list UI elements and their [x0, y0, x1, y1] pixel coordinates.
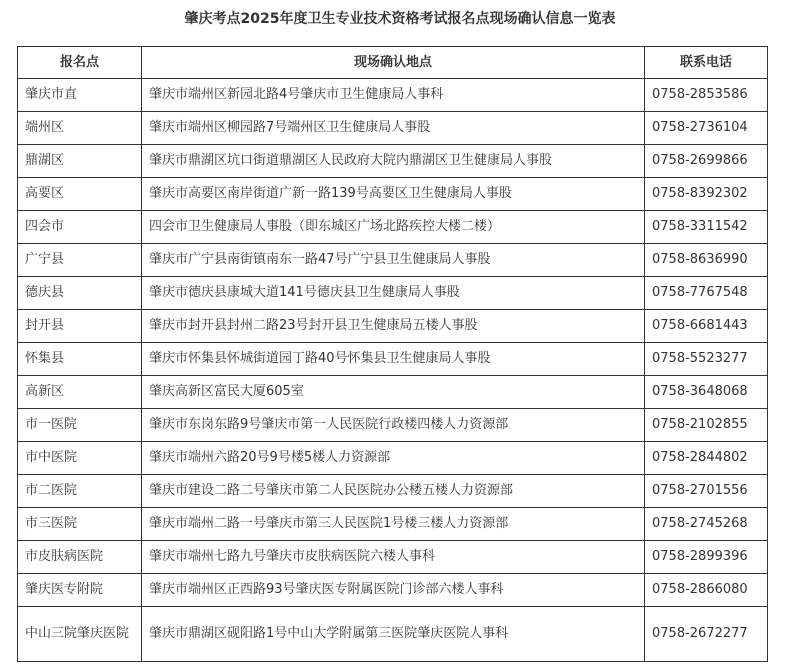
site-cell: 市一医院: [18, 409, 142, 442]
confirmation-table: [17, 46, 768, 662]
phone-cell: 0758-7767548: [645, 277, 768, 310]
address-cell: 肇庆市高要区南岸街道广新一路139号高要区卫生健康局人事股: [142, 178, 645, 211]
phone-cell: 0758-5523277: [645, 343, 768, 376]
phone-cell: 0758-2853586: [645, 79, 768, 112]
table-row: [18, 376, 768, 409]
address-cell: 肇庆市德庆县康城大道141号德庆县卫生健康局人事股: [142, 277, 645, 310]
table-row: [18, 178, 768, 211]
address-cell: 肇庆市东岗东路9号肇庆市第一人民医院行政楼四楼人力资源部: [142, 409, 645, 442]
address-cell: 肇庆市端州二路一号肇庆市第三人民医院1号楼三楼人力资源部: [142, 508, 645, 541]
address-cell: 肇庆市鼎湖区坑口街道鼎湖区人民政府大院内鼎湖区卫生健康局人事股: [142, 145, 645, 178]
phone-cell: 0758-2736104: [645, 112, 768, 145]
table-row: [18, 277, 768, 310]
phone-cell: 0758-8636990: [645, 244, 768, 277]
table-row: [18, 244, 768, 277]
table-row: [18, 442, 768, 475]
table-row: [18, 607, 768, 662]
phone-cell: 0758-2866080: [645, 574, 768, 607]
address-cell: 肇庆高新区富民大厦605室: [142, 376, 645, 409]
phone-cell: 0758-8392302: [645, 178, 768, 211]
address-cell: 肇庆市建设二路二号肇庆市第二人民医院办公楼五楼人力资源部: [142, 475, 645, 508]
site-cell: 四会市: [18, 211, 142, 244]
table-row: [18, 343, 768, 376]
phone-cell: 0758-6681443: [645, 310, 768, 343]
table-row: [18, 475, 768, 508]
table-row: [18, 508, 768, 541]
address-cell: 肇庆市端州七路九号肇庆市皮肤病医院六楼人事科: [142, 541, 645, 574]
site-cell: 市三医院: [18, 508, 142, 541]
table-row: [18, 145, 768, 178]
phone-cell: 0758-2745268: [645, 508, 768, 541]
phone-cell: 0758-3648068: [645, 376, 768, 409]
table-row: [18, 409, 768, 442]
address-cell: 肇庆市鼎湖区砚阳路1号中山大学附属第三医院肇庆医院人事科: [142, 607, 645, 662]
phone-cell: 0758-2672277: [645, 607, 768, 662]
table-row: [18, 541, 768, 574]
table-header-row: [18, 47, 768, 79]
site-cell: 封开县: [18, 310, 142, 343]
table-row: [18, 79, 768, 112]
table-row: [18, 211, 768, 244]
address-cell: 肇庆市端州六路20号9号楼5楼人力资源部: [142, 442, 645, 475]
site-cell: 市二医院: [18, 475, 142, 508]
site-cell: 中山三院肇庆医院: [18, 607, 142, 662]
address-cell: 四会市卫生健康局人事股（即东城区广场北路疾控大楼二楼）: [142, 211, 645, 244]
phone-cell: 0758-2844802: [645, 442, 768, 475]
table-row: [18, 112, 768, 145]
site-cell: 高要区: [18, 178, 142, 211]
address-cell: 肇庆市端州区柳园路7号端州区卫生健康局人事股: [142, 112, 645, 145]
header-address: 现场确认地点: [142, 47, 645, 79]
site-cell: 肇庆医专附院: [18, 574, 142, 607]
site-cell: 高新区: [18, 376, 142, 409]
site-cell: 肇庆市直: [18, 79, 142, 112]
phone-cell: 0758-2701556: [645, 475, 768, 508]
site-cell: 鼎湖区: [18, 145, 142, 178]
phone-cell: 0758-3311542: [645, 211, 768, 244]
document-title: 肇庆考点2025年度卫生专业技术资格考试报名点现场确认信息一览表: [184, 11, 616, 27]
address-cell: 肇庆市怀集县怀城街道园丁路40号怀集县卫生健康局人事股: [142, 343, 645, 376]
address-cell: 肇庆市封开县封州二路23号封开县卫生健康局五楼人事股: [142, 310, 645, 343]
table-row: [18, 574, 768, 607]
phone-cell: 0758-2102855: [645, 409, 768, 442]
site-cell: 端州区: [18, 112, 142, 145]
header-phone: 联系电话: [645, 47, 768, 79]
phone-cell: 0758-2899396: [645, 541, 768, 574]
site-cell: 怀集县: [18, 343, 142, 376]
site-cell: 市皮肤病医院: [18, 541, 142, 574]
address-cell: 肇庆市端州区新园北路4号肇庆市卫生健康局人事科: [142, 79, 645, 112]
address-cell: 肇庆市端州区正西路93号肇庆医专附属医院门诊部六楼人事科: [142, 574, 645, 607]
site-cell: 德庆县: [18, 277, 142, 310]
site-cell: 广宁县: [18, 244, 142, 277]
header-site: 报名点: [18, 47, 142, 79]
table-row: [18, 310, 768, 343]
address-cell: 肇庆市广宁县南街镇南东一路47号广宁县卫生健康局人事股: [142, 244, 645, 277]
site-cell: 市中医院: [18, 442, 142, 475]
phone-cell: 0758-2699866: [645, 145, 768, 178]
